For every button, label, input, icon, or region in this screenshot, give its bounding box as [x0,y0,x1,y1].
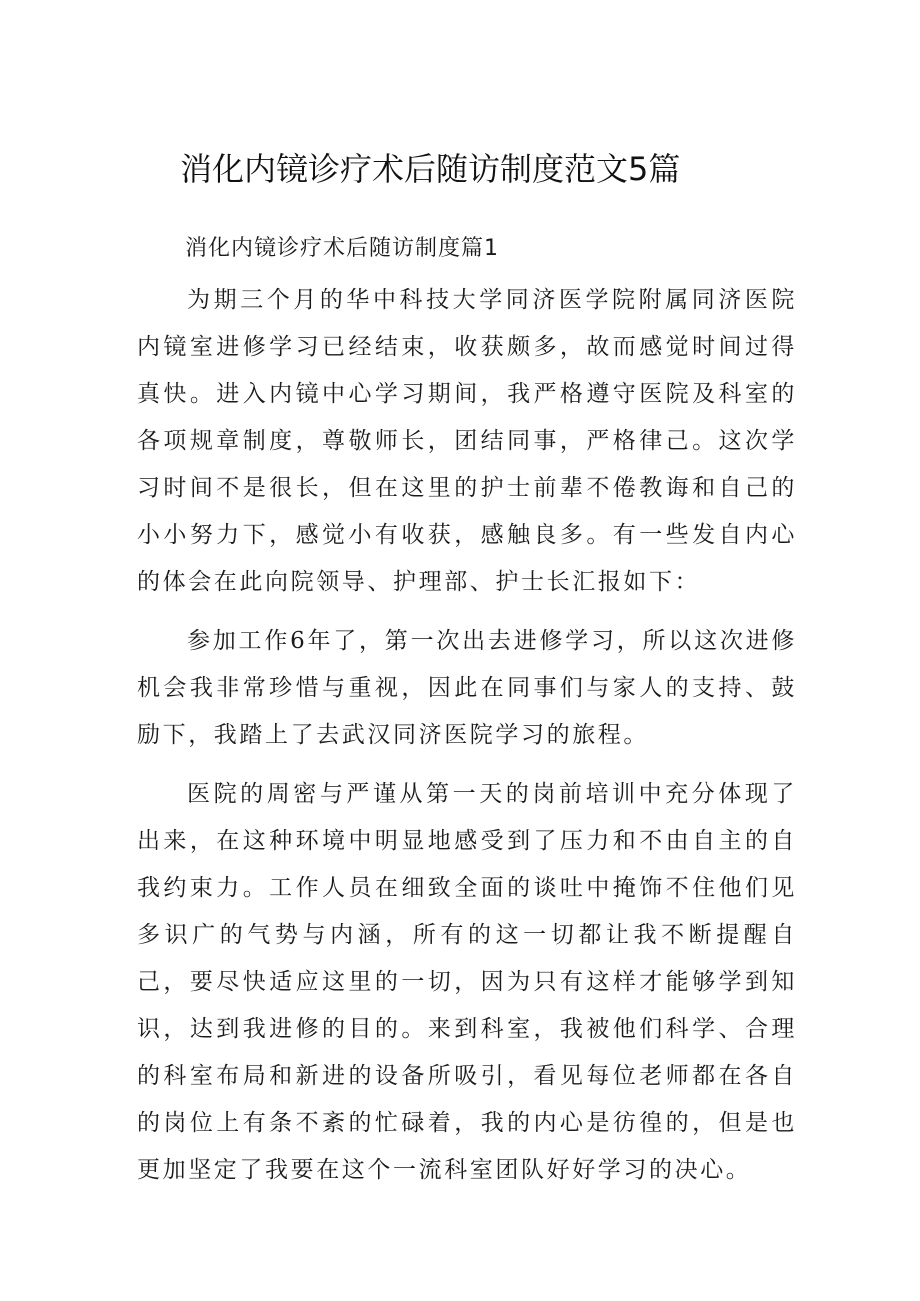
paragraph-2: 参加工作6年了，第一次出去进修学习，所以这次进修机会我非常珍惜与重视，因此在同事们与家人的支持、鼓励下，我踏上了去武汉同济医院学习的旅程。 [137,628,797,748]
paragraph-3: 医院的周密与严谨从第一天的岗前培训中充分体现了出来，在这种环境中明显地感受到了压力和不由自主的自我约束力。工作人员在细致全面的谈吐中掩饰不住他们见多识广的气势与内涵，所有的这一切都让我不断提醒自己，要尽快适应这里的一切，因为只有这样才能够学到知识，达到我进修的目的。来到科室，我被他们科学、合理的科室布局和新进的设备所吸引，看见每位老师都在各自的岗位上有条不紊的忙碌着，我的内心是彷徨的，但是也更加坚定了我要在这个一流科室团队好好学习的决心。 [137,781,797,1183]
article-body [137,226,797,1194]
document-title: 消化内镜诊疗术后随访制度范文5篇 [180,150,681,188]
section-heading: 消化内镜诊疗术后随访制度篇1 [185,236,499,261]
paragraph-1: 为期三个月的华中科技大学同济医学院附属同济医院内镜室进修学习已经结束，收获颇多，故而感觉时间过得真快。进入内镜中心学习期间，我严格遵守医院及科室的各项规章制度，尊敬师长，团结同事，严格律己。这次学习时间不是很长，但在这里的护士前辈不倦教诲和自己的小小努力下，感觉小有收获，感触良多。有一些发自内心的体会在此向院领导、护理部、护士长汇报如下： [137,287,797,595]
